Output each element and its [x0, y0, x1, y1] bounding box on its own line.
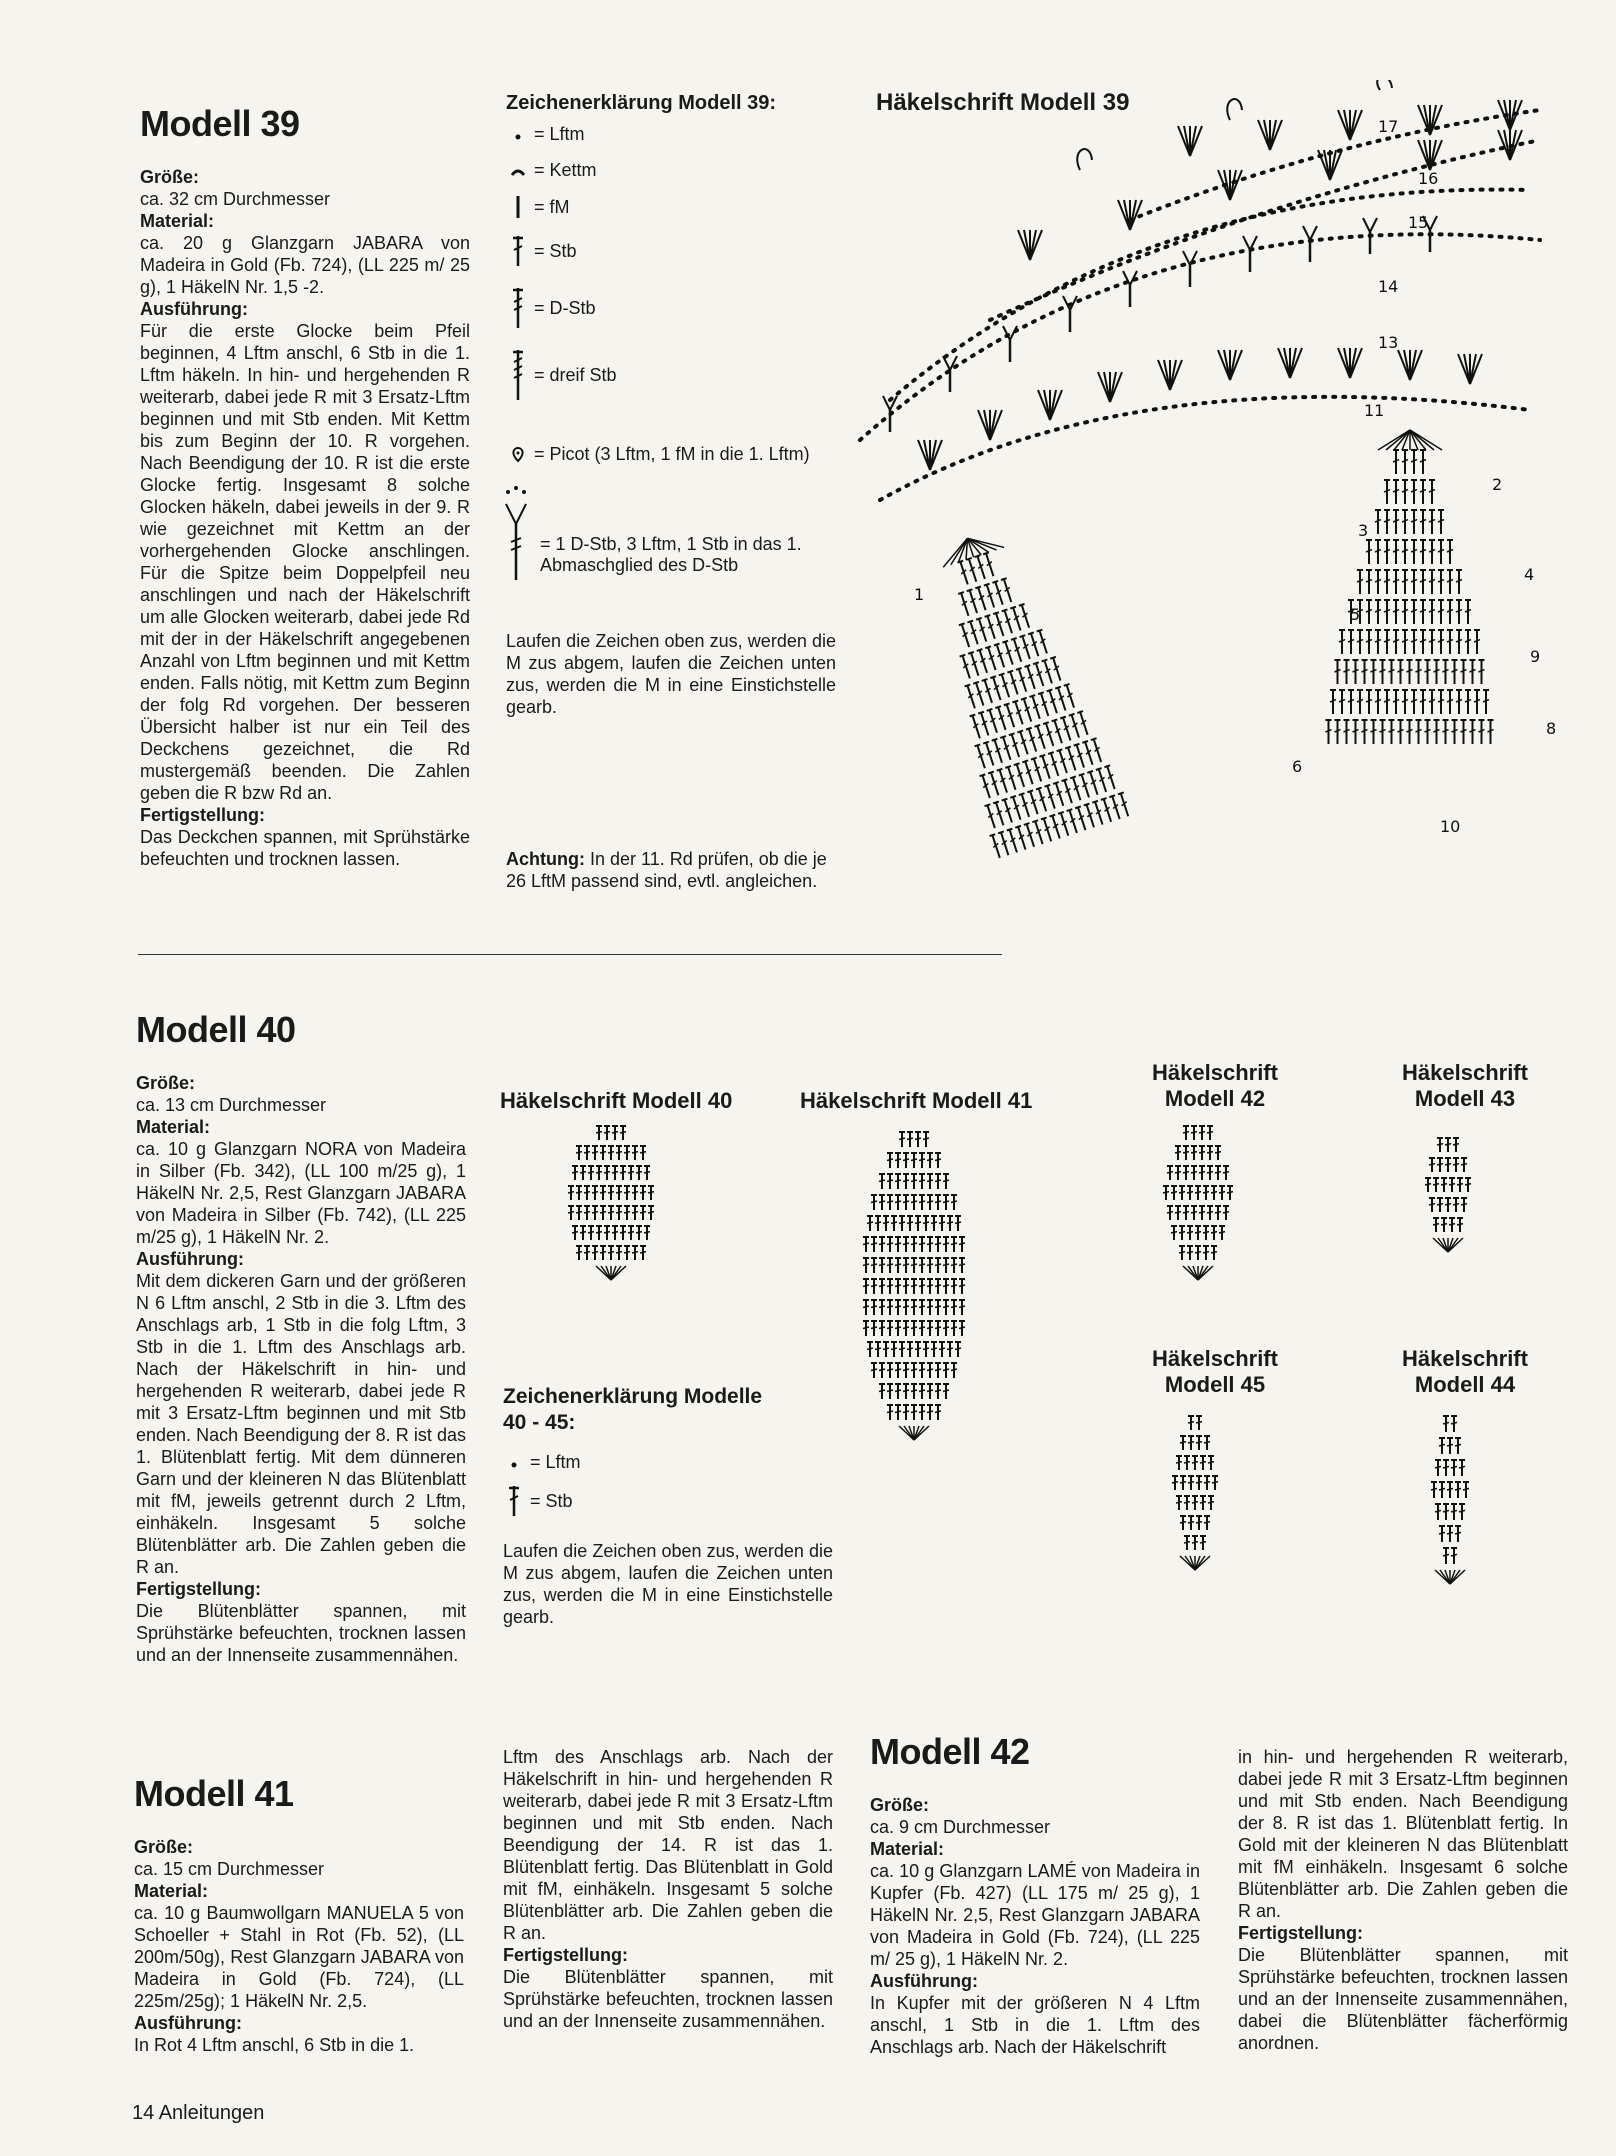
material-value: ca. 10 g Baumwollgarn MANUELA 5 von Schoeller + Stahl in Rot (Fb. 52), (LL 200m/50g), Rest Glanzgarn JABARA von Madeira in Gold (Fb. 724), (LL 225m/25g); 1 HäkelN Nr. 2,5. — [134, 1903, 464, 2011]
row-label: 16 — [1418, 169, 1439, 188]
ausfuehrung-text-cont: Lftm des Anschlags arb. Nach der Häkelschrift in hin- und hergehenden R weiterarb, dabei jede R mit 3 Ersatz-Lftm beginnen und mit Stb enden. Nach Beendigung der 14. R ist das 1. Blütenblatt fertig. Das Blütenblatt in Gold mit fM, einhäkeln. Insgesamt 5 solche Blütenblätter arb. Die Zahlen geben die R an. — [503, 1747, 833, 1943]
modell-42-continued — [1238, 1746, 1568, 2054]
legend-item: = Picot (3 Lftm, 1 fM in die 1. Lftm) — [534, 444, 810, 464]
groesse-label: Größe: — [134, 1837, 194, 1857]
row-label: 3 — [1358, 521, 1369, 540]
ausfuehrung-text-cont: in hin- und hergehenden R weiterarb, dabei jede R mit 3 Ersatz-Lftm beginnen und mit Stb enden. Nach Beendigung der 8. R ist das 1. Blütenblatt fertig. In Gold mit der kleineren N das Blütenblatt mit fM einhäkeln. Insgesamt 6 solche Blütenblätter arb. Die Zahlen geben die R an. — [1238, 1747, 1568, 1921]
ausfuehrung-text: Für die erste Glocke beim Pfeil beginnen, 4 Lftm anschl, 6 Stb in die 1. Lftm häkeln. In hin- und hergehenden R weiterarb, dabei jede R mit 3 Ersatz-Lftm beginnen und mit Stb enden. Mit Kettm bis zum Beginn der 10. R vorgehen. Nach Beendigung der 10. R ist die erste Glocke fertig. Insgesamt 8 solche Glocken häkeln, dabei jeweils in der 9. R wie gezeichnet mit Kettm an der vorhergehenden Glocke anschlingen. Für die Spitze beim Doppelpfeil neu anschlingen und nach der Häkelschrift um alle Glocken weiterarb, dabei jede Rd mit der in der Häkelschrift angegebenen Anzahl von Lftm beginnen und mit Kettm enden. Falls nötig, mit Kettm zum Beginn der folg Rd vorgehen. Der besseren Übersicht halber ist nur ein Teil des Deckchens gezeichnet, die Rd mustergemäß beenden. Die Zahlen geben die R bzw Rd an. — [140, 321, 470, 803]
page-number: 14 — [132, 2102, 155, 2124]
diagram-41-title: Häkelschrift Modell 41 — [800, 1088, 1033, 1113]
ausfuehrung-label: Ausführung: — [136, 1249, 244, 1269]
modell-42-column — [870, 1732, 1200, 2058]
ausfuehrung-label: Ausführung: — [140, 299, 248, 319]
modell-41-column — [134, 1774, 464, 2056]
row-label: 8 — [1546, 719, 1557, 738]
petal-chart — [1163, 1126, 1233, 1280]
fertigstellung-label: Fertigstellung: — [136, 1579, 261, 1599]
material-label: Material: — [136, 1117, 211, 1137]
material-value: ca. 10 g Glanzgarn LAMÉ von Madeira in Kupfer (Fb. 427) (LL 175 m/ 25 g), 1 HäkelN Nr. 2,5, Rest Glanzgarn JABARA von Madeira in Gold (Fb. 724), (LL 225 m/ 25 g), 1 HäkelN Nr. 2. — [870, 1861, 1200, 1969]
row-label: 11 — [1364, 401, 1385, 420]
diagram-43-title: Häkelschrift Modell 43 — [1402, 1060, 1528, 1111]
fertigstellung-text: Die Blütenblätter spannen, mit Sprühstärke befeuchten, trocknen lassen und an der Innenseite zusammennähen, dabei die Blütenblätter fächerförmig anordnen. — [1238, 1945, 1568, 2053]
fertigstellung-label: Fertigstellung: — [1238, 1923, 1363, 1943]
petal-chart — [568, 1126, 654, 1280]
ausfuehrung-label: Ausführung: — [870, 1971, 978, 1991]
modell-41-continued — [503, 1746, 833, 2032]
ausfuehrung-text: In Kupfer mit der größeren N 4 Lftm anschl, 1 Stb in die 1. Lftm des Anschlags arb. Nach der Häkelschrift — [870, 1993, 1200, 2057]
legend-item: = Lftm — [530, 1452, 581, 1472]
legend-item: = Kettm — [534, 160, 597, 180]
fertigstellung-label: Fertigstellung: — [503, 1945, 628, 1965]
ausfuehrung-text: Mit dem dickeren Garn und der größeren N 6 Lftm anschl, 2 Stb in die 3. Lftm des Anschlags arb, 1 Stb in die folg Lftm, 3 Stb in die 1. Lftm des Anschlags arb. Nach der Häkelschrift in hin- und hergehenden R weiterarb, dabei jede R mit 3 Ersatz-Lftm beginnen und mit Stb enden. Nach Beendigung der 8. R ist das 1. Blütenblatt fertig. Mit dem dünneren Garn und der kleineren N das Blütenblatt mit fM, jeweils getrennt durch 2 Lftm, einhäkeln. Insgesamt 5 solche Blütenblätter arb. Die Zahlen geben die R an. — [136, 1271, 466, 1577]
legend-39-title: Zeichenerklärung Modell 39: — [506, 92, 777, 114]
legend-item: = D-Stb — [534, 297, 596, 318]
petal-chart — [1172, 1416, 1218, 1570]
material-value: ca. 20 g Glanzgarn JABARA von Madeira in Gold (Fb. 724), (LL 225 m/ 25 g), 1 HäkelN Nr. 1,5 -2. — [140, 233, 470, 297]
fertigstellung-label: Fertigstellung: — [140, 805, 265, 825]
page-footer — [132, 2102, 264, 2124]
achtung-label: Achtung: — [506, 849, 585, 869]
groesse-value: ca. 32 cm Durchmesser — [140, 189, 331, 209]
fertigstellung-text: Das Deckchen spannen, mit Sprühstärke befeuchten und trocknen lassen. — [140, 827, 470, 869]
material-label: Material: — [140, 211, 215, 231]
groesse-value: ca. 15 cm Durchmesser — [134, 1859, 325, 1879]
ausfuehrung-text: In Rot 4 Lftm anschl, 6 Stb in die 1. — [134, 2035, 415, 2055]
legend-lftm — [504, 1452, 581, 1473]
groesse-label: Größe: — [136, 1073, 196, 1093]
groesse-label: Größe: — [140, 167, 200, 187]
diagram-40-title: Häkelschrift Modell 40 — [500, 1088, 733, 1113]
row-label: 13 — [1378, 333, 1399, 352]
legend-item: = Stb — [530, 1490, 573, 1511]
groesse-value: ca. 13 cm Durchmesser — [136, 1095, 327, 1115]
row-label: 17 — [1378, 117, 1399, 136]
legend-stb — [504, 1484, 573, 1518]
row-label: 5 — [1350, 605, 1361, 624]
modell-39-title: Modell 39 — [140, 103, 300, 144]
section-name: Anleitungen — [158, 2102, 265, 2124]
legend-item: = Stb — [534, 240, 577, 261]
material-label: Material: — [870, 1839, 945, 1859]
legend-40-45-note: Laufen die Zeichen oben zus, werden die M zus abgem, laufen die Zeichen unten zus, werden die M in eine Einstichstelle gearb. — [503, 1541, 833, 1627]
legend-39-note: Laufen die Zeichen oben zus, werden die M zus abgem, laufen die Zeichen unten zus, werden die M in eine Einstichstelle gearb. — [506, 631, 836, 717]
diagram-44-title: Häkelschrift Modell 44 — [1402, 1346, 1528, 1397]
diagram-42-title: Häkelschrift Modell 42 — [1152, 1060, 1278, 1111]
material-label: Material: — [134, 1881, 209, 1901]
row-label: 10 — [1440, 817, 1461, 836]
legend-item: = 1 D-Stb, 3 Lftm, 1 Stb in das 1. Abmaschglied des D-Stb — [540, 534, 802, 575]
ausfuehrung-label: Ausführung: — [134, 2013, 242, 2033]
fertigstellung-text: Die Blütenblätter spannen, mit Sprühstärke befeuchten, trocknen lassen und an der Innenseite zusammennähen. — [503, 1967, 833, 2031]
fertigstellung-text: Die Blütenblätter spannen, mit Sprühstärke befeuchten, trocknen lassen und an der Innenseite zusammennähen. — [136, 1601, 466, 1665]
petal-chart — [863, 1132, 965, 1440]
diagram-45-title: Häkelschrift Modell 45 — [1152, 1346, 1278, 1397]
diagram-39-title: Häkelschrift Modell 39 — [876, 89, 1130, 116]
row-label: 14 — [1378, 277, 1399, 296]
row-label: 6 — [1292, 757, 1303, 776]
row-label: 1 — [914, 585, 925, 604]
petal-chart — [1425, 1138, 1471, 1252]
legend-item: = fM — [534, 196, 570, 217]
row-label: 4 — [1524, 565, 1535, 584]
achtung-text: In der 11. Rd prüfen, ob die je 26 LftM passend sind, evtl. angleichen. — [506, 849, 827, 891]
row-label: 2 — [1492, 475, 1503, 494]
row-label: 9 — [1530, 647, 1541, 666]
legend-40-45-title: Zeichenerklärung Modelle 40 - 45: — [503, 1385, 763, 1434]
lftm-symbol-icon — [504, 1453, 524, 1473]
modell-42-title: Modell 42 — [870, 1731, 1030, 1772]
legend-item: = Lftm — [534, 124, 585, 144]
row-label: 15 — [1408, 213, 1429, 232]
groesse-value: ca. 9 cm Durchmesser — [870, 1817, 1051, 1837]
material-value: ca. 10 g Glanzgarn NORA von Madeira in Silber (Fb. 342), (LL 100 m/25 g), 1 HäkelN Nr. 2,5, Rest Glanzgarn JABARA von Madeira in Silber (Fb. 742), (LL 225 m/25 g), 1 HäkelN Nr. 2. — [136, 1139, 466, 1247]
modell-40-title: Modell 40 — [136, 1009, 296, 1050]
petal-chart — [1431, 1416, 1469, 1584]
stb-symbol-icon — [504, 1484, 524, 1518]
groesse-label: Größe: — [870, 1795, 930, 1815]
legend-item: = dreif Stb — [534, 364, 617, 385]
modell-41-title: Modell 41 — [134, 1773, 294, 1814]
